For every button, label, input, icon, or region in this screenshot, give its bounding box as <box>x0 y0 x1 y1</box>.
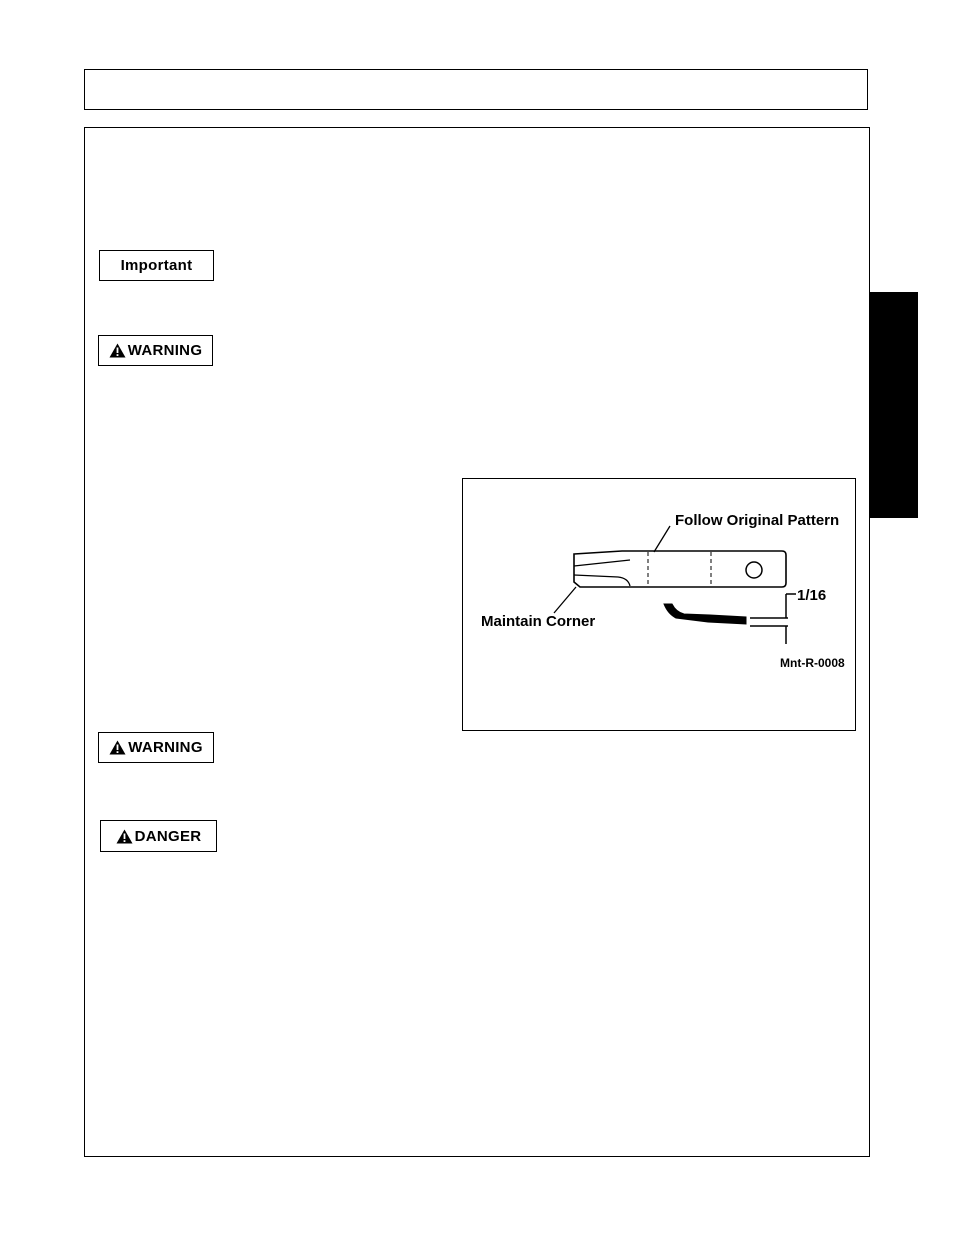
follow-pattern-leader <box>654 526 670 552</box>
danger-label <box>100 820 217 852</box>
page-header-box <box>84 69 868 110</box>
warning-label-2-text: WARNING <box>128 739 203 756</box>
warning-label-1-text: WARNING <box>127 342 203 359</box>
warning-label-2 <box>98 732 214 763</box>
figure-code: Mnt-R-0008 <box>780 656 845 670</box>
warning-triangle-icon <box>109 740 126 755</box>
blade-outline <box>574 551 786 587</box>
maintain-corner-leader <box>554 587 576 613</box>
section-side-tab <box>869 292 918 518</box>
important-label-text: Important <box>120 257 193 274</box>
blade-bolt-hole <box>746 562 762 578</box>
warning-triangle-icon <box>109 343 126 358</box>
warning-label-1 <box>98 335 213 366</box>
danger-label-text: DANGER <box>134 827 202 845</box>
blade-bevel <box>574 560 630 586</box>
maintain-corner-caption: Maintain Corner <box>481 613 596 630</box>
danger-triangle-icon <box>116 829 133 844</box>
dimension-caption: 1/16 <box>797 587 827 604</box>
important-label <box>99 250 214 281</box>
follow-pattern-caption: Follow Original Pattern <box>675 512 840 529</box>
blade-edge-profile <box>664 604 746 624</box>
